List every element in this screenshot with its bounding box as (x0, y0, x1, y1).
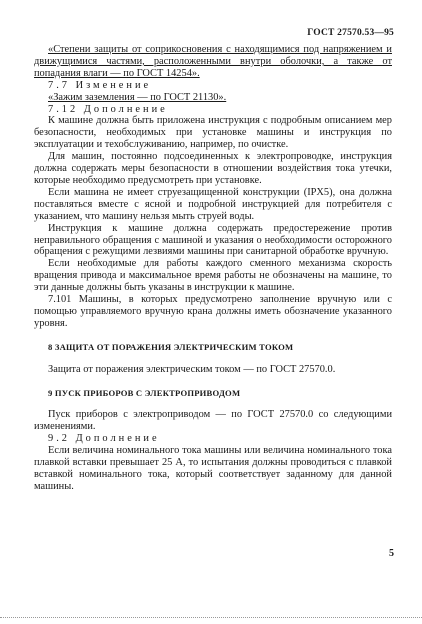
section-9-body: Пуск приборов с электроприводом — по ГОСТ 27570.0 со следующими изменениями. (34, 409, 392, 433)
quote-paragraph-2: «Зажим заземления — по ГОСТ 21130». (48, 91, 227, 103)
body-paragraph: Для машин, постоянно подсоединенных к электропроводке, инструкция должна содержать меры безопасности в отношении воздействия тока утечки, которые необходимо предусмотреть при установке. (34, 151, 392, 186)
page-number: 5 (389, 548, 394, 559)
page-body (34, 44, 392, 493)
scan-edge-divider (0, 617, 422, 619)
body-paragraph: Инструкция к машине должна содержать предостережение против неправильного обращения с машиной и указания о необходимости осторожного обращения с режущими лезвиями машины при санитарной обработке вручную. (34, 222, 392, 258)
clause-7-7-heading: 7.7 Изменение (48, 79, 152, 91)
section-8-body: Защита от поражения электрическим током — по ГОСТ 27570.0. (48, 363, 336, 375)
body-paragraph: К машине должна быть приложена инструкция с подробным описанием мер безопасности, необходимых при установке машины и инструкция по эксплуатации и техобслуживанию, например, по очистке. (34, 115, 392, 151)
body-paragraph: Если необходимые для работы каждого сменного механизма скорость вращения привода и максимальное время работы не обозначены на машине, то эти данные должны быть указаны в инструкции к машине. (34, 258, 392, 294)
body-paragraph: Если машина не имеет струезащищенной конструкции (IPX5), она должна поставляться вместе с ясной и подробной инструкцией для потребителя с указанием, что машину нельзя мыть струей воды. (34, 186, 392, 222)
clause-7-101-paragraph: 7.101 Машины, в которых предусмотрено заполнение вручную или с помощью управляемого вручную крана должны иметь обозначение указанного уровня. (34, 294, 392, 329)
standard-header: ГОСТ 27570.53—95 (307, 28, 394, 38)
clause-9-2-body: Если величина номинального тока машины или величина номинального тока плавкой вставки превышает 25 А, то испытания должны проводиться с плавкой вставкой номинального тока, который соответствует заданному для данной машины. (34, 445, 392, 492)
clause-9-2-heading: 9.2 Дополнение (48, 433, 160, 445)
quote-paragraph-1: «Степени защиты от соприкосновения с находящимися под напряжением и движущимися частями, расположенными внутри оболочки, а также от попадания влаги — по ГОСТ 14254». (34, 44, 392, 79)
section-9-heading: 9 ПУСК ПРИБОРОВ С ЭЛЕКТРОПРИВОДОМ (48, 387, 241, 398)
section-8-heading: 8 ЗАЩИТА ОТ ПОРАЖЕНИЯ ЭЛЕКТРИЧЕСКИМ ТОКОМ (48, 341, 294, 352)
clause-7-12-heading: 7.12 Дополнение (48, 103, 168, 115)
